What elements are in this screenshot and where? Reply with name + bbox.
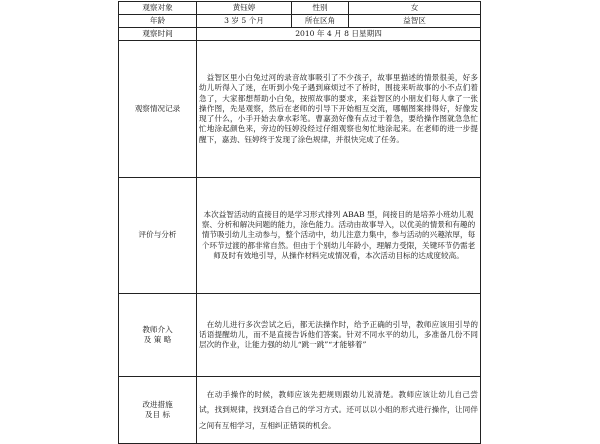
age-value: 3 岁 5 个月 — [197, 15, 292, 28]
area-value: 益智区 — [349, 15, 481, 28]
intervene-label-line2: 及 策 略 — [143, 335, 172, 344]
row-intervention — [119, 294, 481, 377]
gender-value: 女 — [349, 2, 481, 15]
observation-record-table — [118, 1, 481, 444]
eval-label: 评价与分析 — [119, 178, 197, 294]
intervene-label — [119, 294, 197, 377]
age-label: 年龄 — [119, 15, 197, 28]
time-value: 2010 年 4 月 8 日星期四 — [197, 28, 481, 41]
area-label: 所在区角 — [292, 15, 349, 28]
observe-object-value: 黄钰婷 — [197, 2, 292, 15]
record-text: 益智区里小白兔过河的录音故事吸引了不少孩子，故事里描述的情景很美，好多幼儿听得入了迷，在听到小兔子遇到麻烦过不了桥时，围拢来听故事的小不点们着急了，大家都想帮助小白兔，按照故事的要求，来益智区的小朋友们每人拿了一张操作图，先是观察，然后在老师的引导下开始相互交流，哪幅图案排得好，好像发现了什么，小手开始去拿水彩笔。曹嘉劲好像有点过于着急，要给操作图就急急忙忙地涂起颜色来，旁边的钰婷没经过仔细观察也匆忙地涂起来。在老师的进一步提醒下，嘉劲、钰婷终于发现了涂色规律，并很快完成了任务。 — [197, 41, 481, 178]
intervene-text: 在幼儿进行多次尝试之后，都无法操作时，给予正确的引导，教师应该用引导的话语提醒幼儿，而不是直接告诉他们答案。针对不同水平的幼儿，多准备几份不同层次的作业，让能力强的幼儿“跳一跳”“才能够着” — [197, 294, 481, 377]
row-evaluation — [119, 178, 481, 294]
row-age — [119, 15, 481, 28]
time-label: 观察时间 — [119, 28, 197, 41]
improve-label-line2: 及目 标 — [144, 410, 171, 419]
row-improvement — [119, 377, 481, 444]
improve-label — [119, 377, 197, 444]
improve-text: 在动手操作的时候，教师应该先把规则跟幼儿说清楚。教师应该让幼儿自己尝试，找到规律，找到适合自己的学习方式。还可以以小组的形式进行操作，让同伴之间有互相学习，互相纠正错误的机会。 — [197, 377, 481, 444]
gender-label: 性别 — [292, 2, 349, 15]
intervene-label-line1: 教师介入 — [142, 324, 173, 334]
row-observe-object — [119, 2, 481, 15]
record-label: 观察情况记录 — [119, 41, 197, 178]
row-observation-record — [119, 41, 481, 178]
row-time — [119, 28, 481, 41]
observe-object-label: 观察对象 — [119, 2, 197, 15]
eval-text: 本次益智活动的直接目的是学习形式排列 ABAB 型，间接目的是培养小班幼儿观察、分析和解决问题的能力，涂色能力。活动由故事导入，以优美的情景和有趣的情节吸引幼儿主动参与，整个活动中，幼儿注意力集中，参与活动的兴趣浓厚，每个环节过渡的都非常自然。但由于个别幼儿年龄小，理解力受限，关键环节仍需老师及时有效地引导，从操作材料完成情况看，本次活动目标的达成度较高。 — [197, 178, 481, 294]
improve-label-line1: 改进措施 — [142, 399, 173, 409]
